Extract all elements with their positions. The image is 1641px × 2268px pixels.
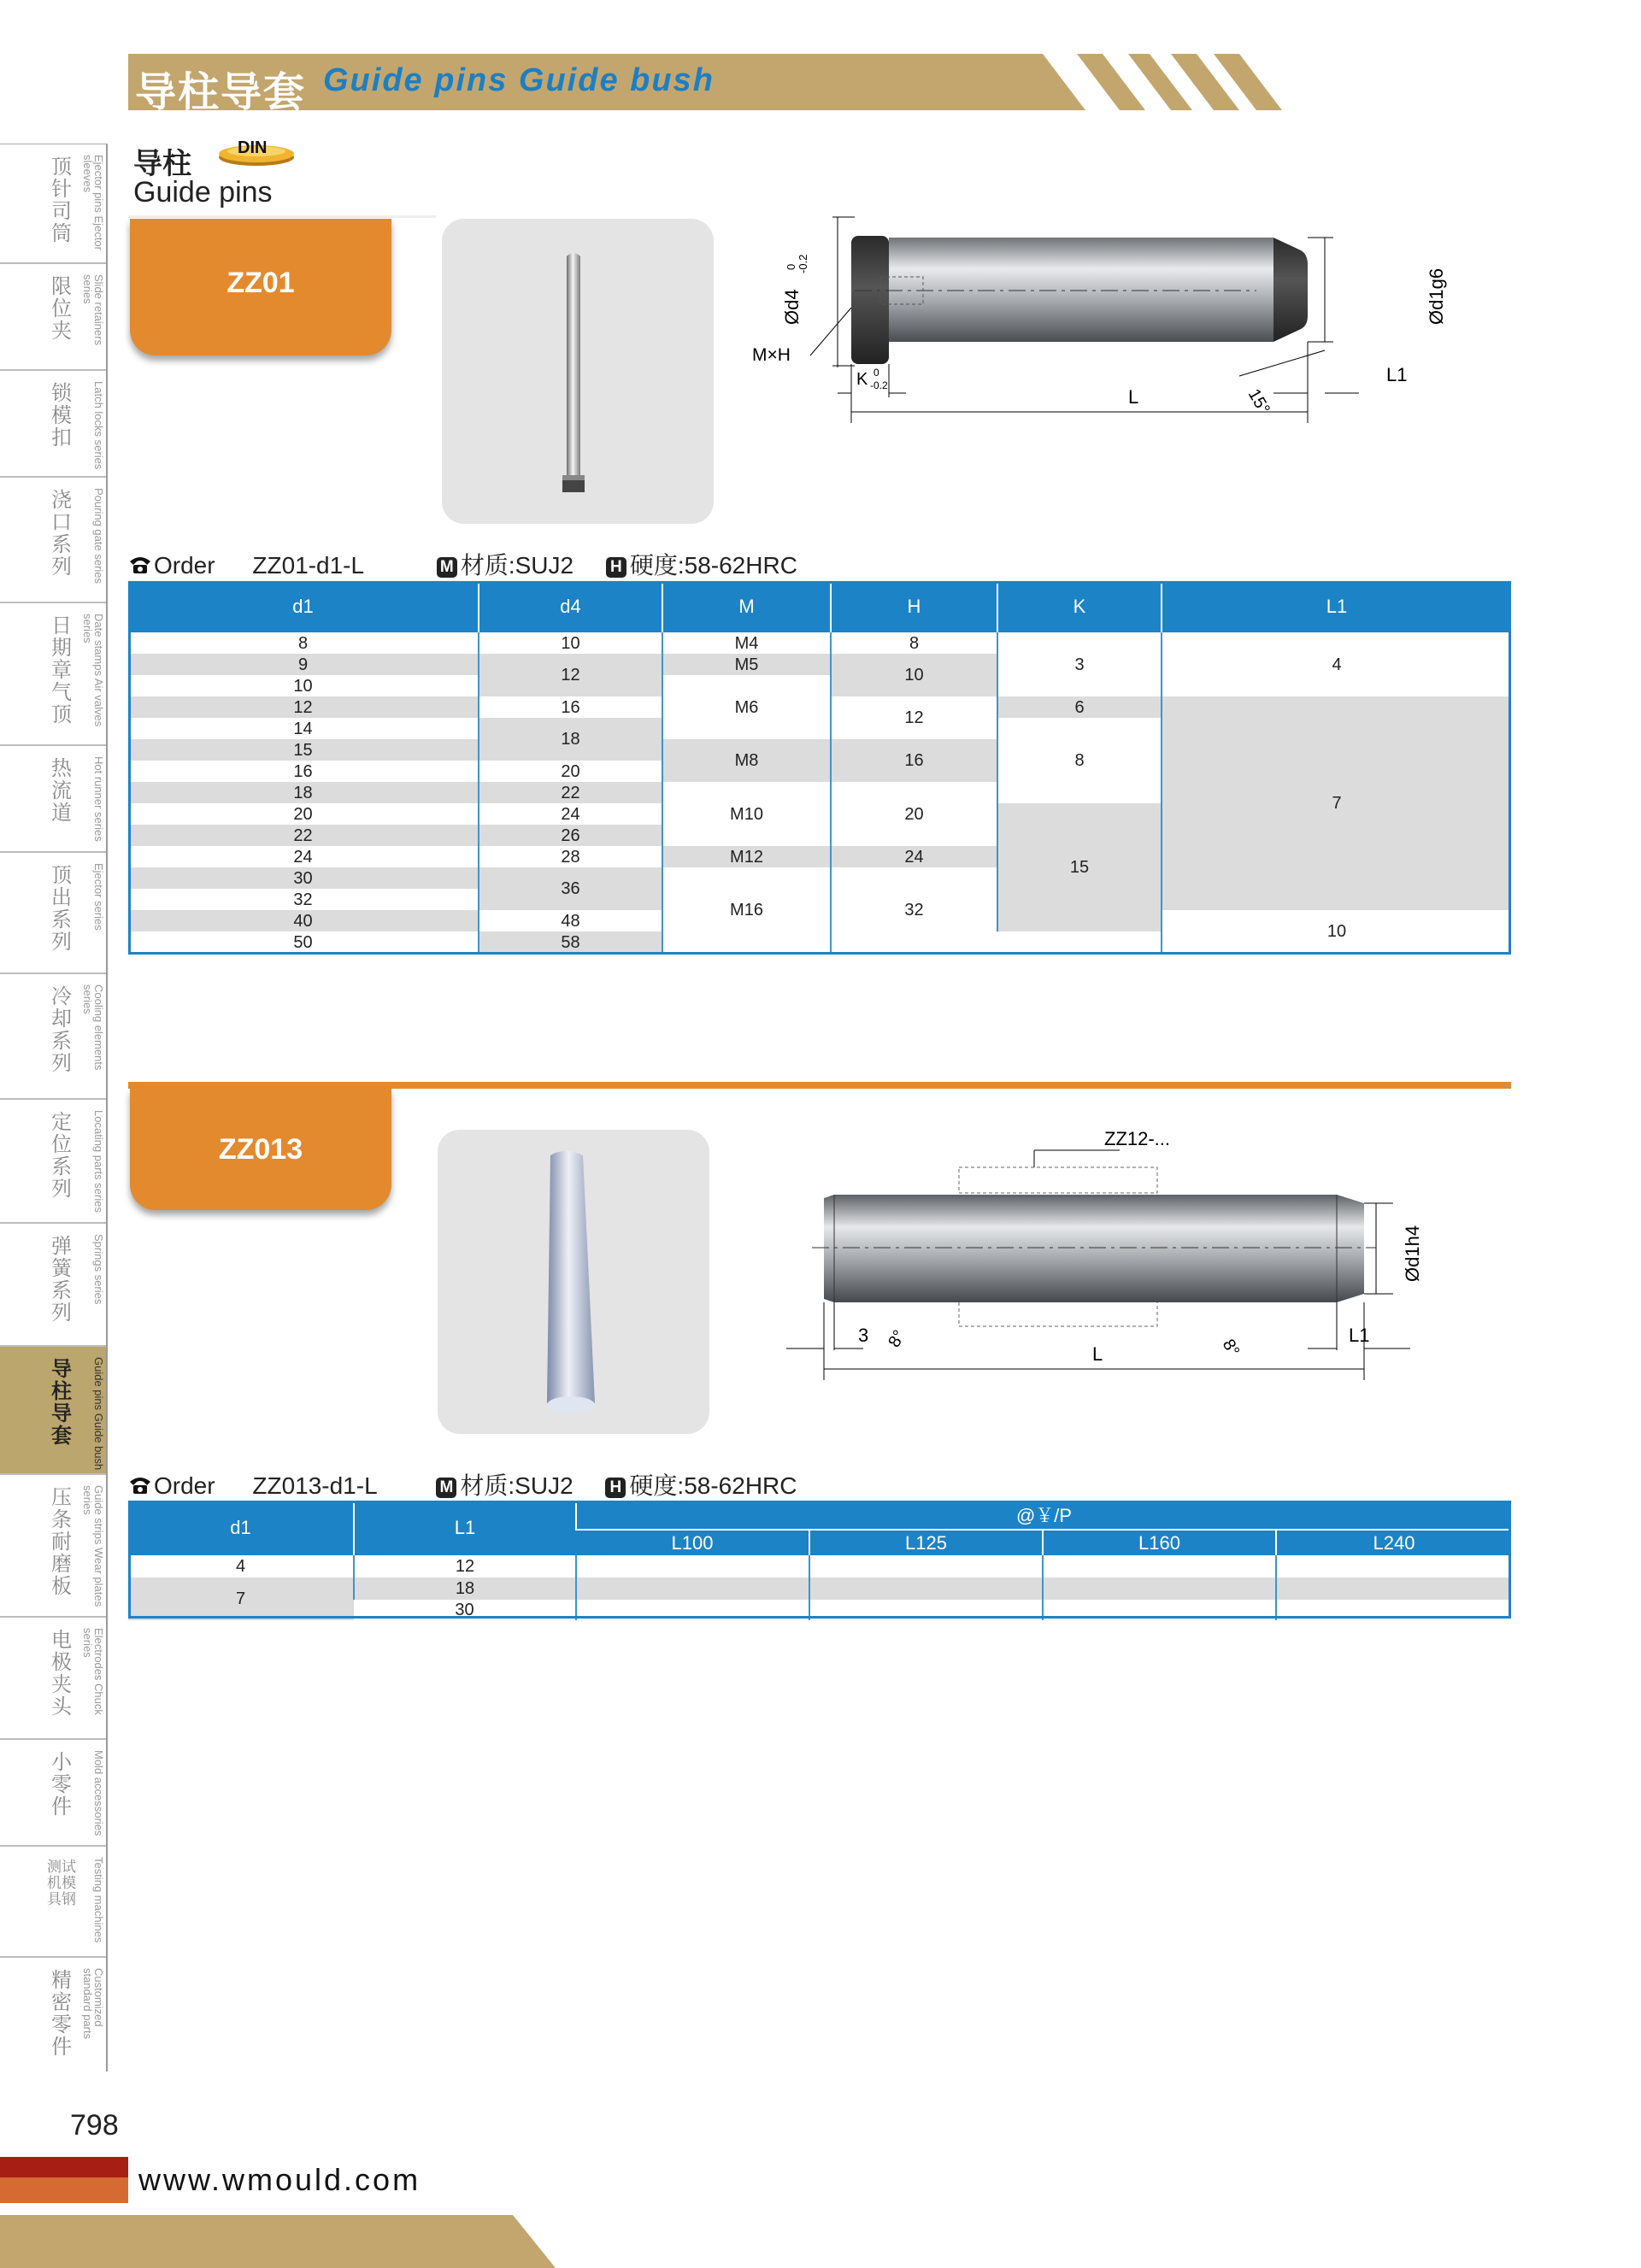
header-title-en: Guide pins Guide bush — [323, 62, 715, 98]
section-underline — [128, 215, 436, 218]
sidebar-item-label: 小零件 — [51, 1751, 72, 1819]
sidebar-item-guide-strips[interactable] — [0, 1475, 106, 1618]
table-cell: 40 — [128, 910, 479, 931]
table-cell: 18 — [479, 718, 662, 761]
table-cell — [809, 1600, 1043, 1620]
dim-l1: L1 — [1386, 364, 1408, 385]
col-header-d1: d1 — [128, 1501, 354, 1555]
table-cell: 12 — [128, 696, 479, 718]
table-cell: 20 — [128, 803, 479, 825]
table-cell — [576, 1555, 809, 1578]
header-stripes — [1043, 54, 1641, 110]
technical-drawing-zz01 — [744, 205, 1462, 427]
table-cell: 36 — [479, 867, 662, 910]
table-cell — [1043, 1555, 1276, 1578]
material-badge-icon: M — [437, 557, 457, 578]
sidebar-item-sublabel: Electrodes Chuck series — [81, 1628, 105, 1715]
sidebar-item-mold-accessories[interactable] — [0, 1740, 106, 1847]
footer-bar-red — [0, 2157, 128, 2177]
table-cell: M12 — [662, 846, 831, 867]
col-header-m: M — [662, 581, 831, 632]
sidebar-item-sublabel: Guide pins Guide bush — [92, 1357, 105, 1471]
col-header-price: @￥/P — [576, 1501, 1511, 1530]
table-cell — [809, 1555, 1043, 1578]
table-cell: M10 — [662, 782, 831, 846]
product-code: ZZ01 — [226, 267, 295, 299]
product-photo-zz013 — [438, 1130, 709, 1434]
sidebar-item-label: 电极夹头 — [51, 1629, 72, 1719]
sidebar-item-label: 定位系列 — [51, 1111, 72, 1201]
table-cell: 10 — [479, 632, 662, 654]
table-cell: 6 — [997, 696, 1162, 718]
table-cell: 15 — [997, 803, 1162, 931]
footer-band — [0, 2215, 556, 2268]
table-cell: 48 — [479, 910, 662, 931]
footer-bar-orange — [0, 2177, 128, 2203]
table-cell: 12 — [831, 696, 997, 739]
dim-ref: ZZ12-... — [1104, 1128, 1171, 1149]
sidebar-item-sublabel: Guide strips Wear plates series — [81, 1485, 105, 1607]
sidebar-item-label: 导柱导套 — [51, 1358, 72, 1448]
table-cell: 20 — [831, 782, 997, 846]
table-cell: 32 — [831, 867, 997, 953]
table-cell: 15 — [128, 739, 479, 761]
sidebar-item-sublabel: Hot runner series — [92, 756, 105, 842]
sidebar-item-sublabel: Latch locks series — [92, 381, 105, 470]
header-title-cn: 导柱导套 — [135, 70, 307, 115]
table-cell — [1043, 1600, 1276, 1620]
table-cell — [1043, 1578, 1276, 1600]
table-cell — [576, 1578, 809, 1600]
sidebar-item-latch-locks[interactable] — [0, 371, 106, 478]
table-cell: 10 — [128, 675, 479, 696]
sidebar-item-sublabel: Ejector pins Ejector sleeves — [81, 155, 105, 250]
dim-angle: 15° — [1244, 385, 1273, 418]
table-cell: M16 — [662, 867, 831, 953]
table-cell: M6 — [662, 675, 831, 739]
table-cell: 28 — [479, 846, 662, 867]
table-cell: 16 — [831, 739, 997, 782]
dim-k-tol-lower: -0.2 — [870, 379, 888, 391]
table-cell: 24 — [479, 803, 662, 825]
table-cell: 18 — [354, 1578, 576, 1600]
sidebar-item-sublabel: Cooling elements series — [81, 984, 105, 1071]
dim-k: K — [856, 370, 868, 389]
section-divider — [128, 1082, 1511, 1089]
table-cell: 24 — [128, 846, 479, 867]
sidebar-item-ejector-series[interactable] — [0, 853, 106, 974]
sidebar-item-springs[interactable] — [0, 1224, 106, 1347]
sidebar-item-label: 顶针司筒 — [51, 156, 72, 245]
sidebar-item-label: 锁模扣 — [51, 382, 72, 449]
sidebar-item-customized-parts[interactable] — [0, 1958, 106, 2071]
product-code: ZZ013 — [218, 1133, 303, 1166]
dim-mxh: M×H — [752, 345, 791, 365]
table-cell: 30 — [354, 1600, 576, 1620]
table-cell: 16 — [479, 696, 662, 718]
table-cell — [1276, 1600, 1511, 1620]
order-code: ZZ013-d1-L — [252, 1472, 377, 1499]
hardness-text: 硬度:58-62HRC — [629, 552, 797, 579]
sidebar-item-label: 顶出系列 — [51, 864, 72, 954]
sidebar-item-pouring-gate[interactable] — [0, 478, 106, 603]
table-cell: 26 — [479, 825, 662, 846]
sidebar-item-sublabel: Ejector series — [92, 863, 105, 931]
table-cell: 9 — [128, 654, 479, 675]
section-title-cn: 导柱 — [133, 148, 191, 180]
col-header-l100: L100 — [576, 1530, 809, 1555]
sidebar-item-sublabel: Customized standard parts — [81, 1968, 105, 2040]
table-cell: 22 — [479, 782, 662, 803]
sidebar-item-label: 热流道 — [51, 757, 72, 825]
hardness-text: 硬度:58-62HRC — [629, 1472, 797, 1499]
table-cell: 22 — [128, 825, 479, 846]
order-line-zz013 — [128, 1467, 797, 1501]
material-badge-icon: M — [436, 1478, 456, 1498]
hardness-badge-icon: H — [606, 557, 626, 578]
sidebar-item-label: 测试机模具钢 — [47, 1859, 76, 1907]
product-tab-zz01 — [130, 219, 391, 355]
sidebar-item-locating[interactable] — [0, 1100, 106, 1224]
sidebar-item-label: 压条耐磨板 — [51, 1486, 72, 1598]
order-code: ZZ01-d1-L — [252, 552, 364, 579]
website-link[interactable]: www.wmould.com — [138, 2162, 421, 2197]
dim-d4: Ød4 — [781, 289, 803, 325]
dim-angle-right: 8° — [1218, 1336, 1244, 1360]
sidebar-item-sublabel: Pouring gate series — [92, 488, 105, 585]
col-header-d4: d4 — [479, 581, 662, 632]
phone-icon — [128, 555, 152, 575]
dim-k-tol-upper: 0 — [873, 367, 879, 379]
sidebar-item-electrodes[interactable] — [0, 1618, 106, 1740]
spec-table-zz013 — [128, 1501, 1511, 1620]
table-cell: 4 — [1162, 632, 1511, 696]
table-cell: 12 — [354, 1555, 576, 1578]
guide-pin-image — [442, 219, 714, 524]
table-cell: 7 — [128, 1578, 354, 1620]
sidebar-item-sublabel: Date stamps Air valves series — [81, 614, 105, 727]
section-title-en: Guide pins — [133, 176, 273, 209]
table-cell: 7 — [1162, 696, 1511, 910]
table-cell: 58 — [479, 931, 662, 953]
product-photo-zz01 — [442, 219, 714, 524]
table-cell: 20 — [479, 761, 662, 782]
sidebar-item-date-stamps[interactable] — [0, 603, 106, 746]
material-text: 材质:SUJ2 — [460, 552, 574, 579]
table-cell: M4 — [662, 632, 831, 654]
table-cell: 30 — [128, 867, 479, 889]
table-cell: 4 — [128, 1555, 354, 1578]
dim-l1: L1 — [1349, 1325, 1370, 1346]
table-cell: 50 — [128, 931, 479, 953]
sidebar-item-label: 精密零件 — [51, 1969, 72, 2059]
table-cell: 3 — [997, 632, 1162, 696]
table-cell: 18 — [128, 782, 479, 803]
technical-drawing-zz013 — [778, 1119, 1436, 1384]
material-text: 材质:SUJ2 — [460, 1472, 573, 1499]
order-label: Order — [154, 1472, 215, 1499]
order-line-zz01 — [128, 547, 797, 581]
din-badge-label: DIN — [238, 138, 268, 157]
col-header-k: K — [997, 581, 1162, 632]
sidebar-item-label: 浇口系列 — [51, 489, 72, 579]
dim-d1: Ød1h4 — [1402, 1225, 1423, 1282]
sidebar-item-sublabel: Slide retainers series — [81, 274, 105, 346]
col-header-l125: L125 — [809, 1530, 1043, 1555]
dim-d4-tol-lower: -0.2 — [797, 254, 809, 273]
dim-l: L — [1128, 386, 1139, 408]
din-badge — [215, 137, 297, 167]
sidebar-item-label: 日期章气顶 — [51, 614, 72, 726]
dim-chamfer: 3 — [858, 1325, 869, 1346]
col-header-l1: L1 — [1162, 581, 1511, 632]
guide-pin-image — [438, 1130, 709, 1434]
product-tab-zz013 — [130, 1089, 391, 1210]
table-cell: 8 — [128, 632, 479, 654]
table-cell — [576, 1600, 809, 1620]
table-cell: 8 — [997, 718, 1162, 803]
col-header-h: H — [831, 581, 997, 632]
spec-table-zz01 — [128, 581, 1511, 953]
sidebar-item-sublabel: Locating parts series — [92, 1110, 105, 1213]
sidebar-item-testing-machines[interactable] — [0, 1847, 106, 1958]
table-cell: 16 — [128, 761, 479, 782]
dim-l: L — [1092, 1343, 1103, 1365]
dim-angle-left: 8° — [885, 1326, 909, 1351]
dim-d4-tol-upper: 0 — [785, 263, 797, 270]
page-number: 798 — [70, 2109, 119, 2142]
sidebar-item-guide-pins[interactable] — [0, 1347, 106, 1475]
sidebar-item-label: 限位夹 — [51, 275, 72, 343]
table-cell: M5 — [662, 654, 831, 675]
table-cell: 12 — [479, 654, 662, 696]
table-cell: 8 — [831, 632, 997, 654]
col-header-l160: L160 — [1043, 1530, 1276, 1555]
table-cell — [1276, 1555, 1511, 1578]
sidebar-item-hot-runner[interactable] — [0, 746, 106, 853]
sidebar-item-cooling[interactable] — [0, 974, 106, 1100]
order-label: Order — [154, 552, 215, 579]
table-cell: 10 — [1162, 910, 1511, 953]
table-cell: 24 — [831, 846, 997, 867]
sidebar-item-label: 冷却系列 — [51, 985, 72, 1075]
table-cell: 14 — [128, 718, 479, 739]
table-cell: 10 — [831, 654, 997, 696]
table-cell — [1276, 1578, 1511, 1600]
col-header-l240: L240 — [1276, 1530, 1511, 1555]
sidebar-item-ejector-pins[interactable] — [0, 144, 106, 264]
col-header-l1: L1 — [354, 1501, 576, 1555]
hardness-badge-icon: H — [605, 1478, 626, 1498]
sidebar-item-sublabel: Mold accessories — [92, 1750, 105, 1836]
sidebar-item-slide-retainers[interactable] — [0, 264, 106, 371]
sidebar — [0, 144, 108, 2071]
table-cell — [809, 1578, 1043, 1600]
sidebar-item-sublabel: Springs series — [92, 1234, 105, 1305]
table-cell: 32 — [128, 889, 479, 910]
table-cell: M8 — [662, 739, 831, 782]
sidebar-item-label: 弹簧系列 — [51, 1235, 72, 1325]
dim-d1: Ød1g6 — [1426, 267, 1447, 325]
col-header-d1: d1 — [128, 581, 479, 632]
sidebar-item-sublabel: Testing machines — [92, 1857, 105, 1943]
phone-icon — [128, 1475, 152, 1495]
